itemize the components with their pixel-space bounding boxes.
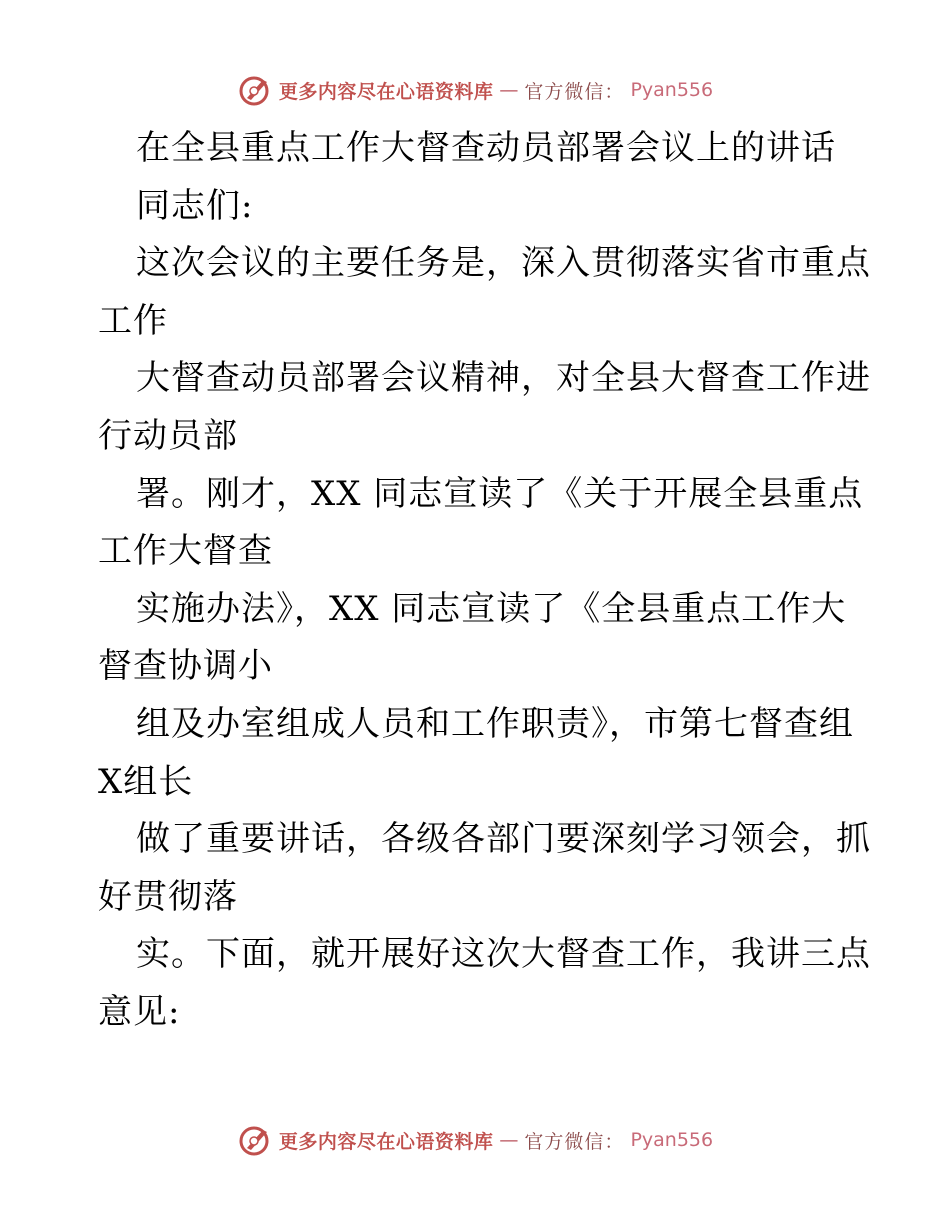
text-line: 实施办法》，XX 同志宣读了《全县重点工作大 (136, 588, 847, 629)
text-line: 组及办室组成人员和工作职责》，市第七督查组 (136, 703, 854, 744)
watermark-brand: 更多内容尽在心语资料库 (278, 1130, 494, 1153)
watermark-separator: — (499, 79, 519, 101)
pen-logo-icon (237, 72, 273, 108)
watermark-wechat-label: 官方微信： (524, 1130, 625, 1153)
text-line: 大督查动员部署会议精神，对全县大督查工作进 (136, 358, 871, 399)
footer-watermark (0, 1118, 950, 1162)
text-line: 意见: (98, 991, 181, 1032)
header-watermark (0, 68, 950, 112)
document-body (98, 120, 871, 1042)
text-line: 做了重要讲话，各级各部门要深刻学习领会，抓 (136, 819, 871, 860)
text-line: 署。刚才，XX 同志宣读了《关于开展全县重点 (136, 473, 864, 514)
text-line: X组长 (98, 761, 194, 802)
text-line: 好贯彻落 (98, 876, 238, 917)
watermark-brand: 更多内容尽在心语资料库 (278, 80, 494, 103)
text-line: 实。下面，就开展好这次大督查工作，我讲三点 (136, 934, 871, 975)
watermark-wechat-id: Pyan556 (630, 1129, 714, 1151)
document-title: 在全县重点工作大督查动员部署会议上的讲话 (136, 128, 836, 168)
watermark-wechat-label: 官方微信： (524, 80, 625, 103)
watermark-separator: — (499, 1129, 519, 1151)
text-line: 工作大督查 (98, 531, 273, 572)
text-line: 这次会议的主要任务是，深入贯彻落实省市重点 (136, 243, 871, 284)
text-line: 工作 (98, 300, 168, 341)
pen-logo-icon (237, 1122, 273, 1158)
watermark-wechat-id: Pyan556 (630, 79, 714, 101)
text-line: 督查协调小 (98, 646, 273, 687)
text-line: 行动员部 (98, 415, 238, 456)
salutation: 同志们: (136, 185, 254, 226)
